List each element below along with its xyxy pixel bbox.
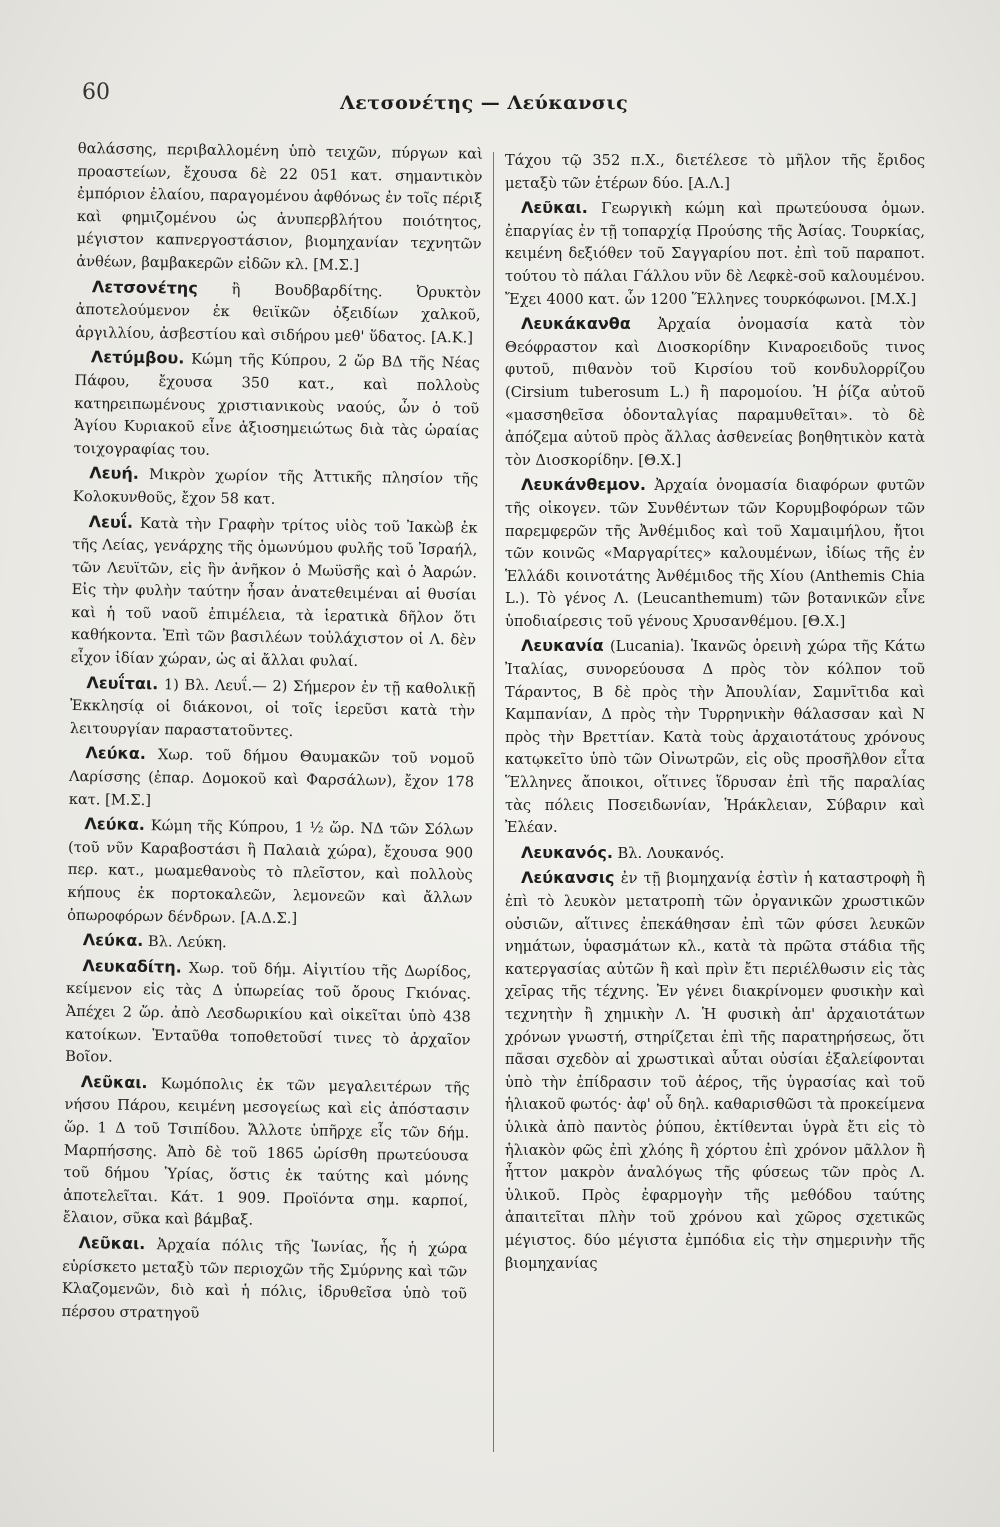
entry-text: (Lucania). Ἱκανῶς ὀρεινὴ χώρα τῆς Κάτω Ἰταλίας, συνορεύουσα Δ πρὸς τὸν κόλπον τοῦ Τάραντος, Β δὲ πρὸς τὴν Ἀπουλίαν, Σαμνῖτιδα καὶ Καμπανίαν, Δ πρὸς τὴν Τυρρηνικὴν θάλασσαν καὶ Ν πρὸς τὴν Βρεττίαν. Κατὰ τοὺς ἀρχαιοτάτους χρόνους κατῳκεῖτο ὑπὸ τῶν Οἰνωτρῶν, εἰς οὓς προσῆλθον εἶτα Ἕλληνες ἄποικοι, οἵτινες ἵδρυσαν ἐπὶ τῆς παραλίας τὰς πόλεις Ποσειδωνίαν, Ἡράκλειαν, Σύβαριν καὶ Ἐλέαν. [505,638,926,837]
entry-headword: Λευΐται. [86,672,159,693]
dictionary-entry [67,929,472,958]
entry-headword: Λεύκα. [82,930,144,951]
dictionary-entry [505,474,925,633]
entry-headword: Λεῦκαι. [521,198,588,218]
entry-text: Κωμόπολις ἐκ τῶν μεγαλειτέρων τῆς νήσου Πάρου, κειμένη μεσογείως καὶ εἰς ἀπόστασιν ὥρ. 1 Δ τοῦ Τσιπίδου. Ἄλλοτε ὑπῆρχε εἷς τῶν δήμ. Μαρπήσσης. Ἀπὸ δὲ τοῦ 1865 ὡρίσθη πρωτεύουσα τοῦ δήμου Ὑρίας, ὅστις ἐκ ταύτης καὶ μόνης ἀποτελεῖται. Κάτ. 1 909. Προϊόντα σημ. καρποί, ἔλαιον, σῦκα καὶ βάμβαξ. [62,1074,470,1229]
entry-headword: Λευκάκανθα [521,314,631,334]
entry-headword: Λευκάνθεμον. [521,475,646,495]
entry-text: Ἀρχαία ὀνομασία κατὰ τὸν Θεόφραστον καὶ Διοσκορίδην Κιναροειδοῦς τινος φυτοῦ, πιθανὸν τοῦ Κιρσίου τοῦ κονδυλορρίζου (Cirsium tuberosum L.) ἢ παρομοίου. Ἡ ῥίζα αὐτοῦ «μασσηθεῖσα ὀδονταλγίας παραμυθεῖται». τὸ δὲ ἀπόζεμα αὐτοῦ πρὸς ἄλλας ἀσθενείας βοηθητικὸν κατὰ τὸν Διοσκορίδην. [Θ.Χ.] [505,316,925,469]
dictionary-entry [505,635,925,839]
column-divider [493,152,494,1452]
right-column [505,150,925,1277]
entry-text: Μικρὸν χωρίον τῆς Ἀττικῆς πλησίον τῆς Κολοκυνθοῦς, ἔχον 58 κατ. [72,466,479,508]
running-head: Λετσονέτης — Λεύκανσις [340,92,629,114]
dictionary-entry [505,197,925,311]
entry-text: ἢ Βουδβαρδίτης. Ὀρυκτὸν ἀποτελούμενον ἐκ θειϊκῶν ὀξειδίων χαλκοῦ, ἀργιλλίου, ἀσβεστίου καὶ σιδήρου μεθ' ὕδατος. [Α.Κ.] [75,280,482,347]
dictionary-entry [505,313,925,472]
dictionary-entry [69,742,475,816]
entry-headword: Λευκανία [521,636,604,656]
entry-text: Ἀρχαία πόλις τῆς Ἰωνίας, ἧς ἡ χώρα εὑρίσκετο μεταξὺ τῶν περιοχῶν τῆς Σμύρνης καὶ τῶν Κλαζομενῶν, διὸ καὶ ἡ πόλις, ἱδρυθεῖσα ὑπὸ τοῦ πέρσου στρατηγοῦ [61,1236,468,1322]
entry-text: Βλ. Λουκανός. [617,844,725,862]
entry-text: Κώμη τῆς Κύπρου, 1 ½ ὥρ. ΝΔ τῶν Σόλων (τοῦ νῦν Καραβοστάσι ἢ Παλαιὰ χώρα), ἔχουσα 900 περ. κατ., μωαμεθανοὺς τὸ πλεῖστον, καὶ πολλοὺς κήπους ἐκ πορτοκαλεῶν, λεμονεῶν καὶ ἄλλων ὀπωροφόρων δένδρων. [Α.Δ.Σ.] [67,817,474,927]
dictionary-entry [61,1232,467,1329]
dictionary-entry [75,276,481,350]
dictionary-entry [505,150,925,195]
entry-headword: Λευΐ. [88,511,134,532]
entry-text: Βλ. Λεύκη. [147,933,227,952]
dictionary-entry [63,1071,470,1236]
entry-text: Ἀρχαία ὀνομασία διαφόρων φυτῶν τῆς οἰκογεν. τῶν Συνθέντων τῶν Κορυμβοφόρων τῶν παρεμφερῶν τῆς Ἀνθέμιδος καὶ τοῦ Χαμαιμήλου, ἤτοι τῶν κοινῶς «Μαργαρίτες» καλουμένων, ἰδίως τῆς ἐν Ἑλλάδι κοινοτάτης Ἀνθέμιδος τῆς Χίου (Anthemis Chia L.). Τὸ γένος Λ. (Leucanthemum) τῶν βοτανικῶν εἶνε ὑποδιαίρεσις τοῦ γένους Χρυσανθέμου. [Θ.Χ.] [505,477,925,630]
entry-headword: Λεύκα. [85,743,147,764]
entry-text: Τάχου τῷ 352 π.Χ., διετέλεσε τὸ μῆλον τῆς ἔριδος μεταξὺ τῶν ἑτέρων δύο. [Α.Λ.] [505,152,925,192]
entry-text: 1) Βλ. Λευΐ.— 2) Σήμερον ἐν τῇ καθολικῇ Ἐκκλησίᾳ οἱ διάκονοι, οἱ τοῖς ἱερεῦσι κατὰ τὴν λειτουργίαν παραστατοῦντες. [69,675,476,740]
dictionary-entry [505,867,925,1275]
dictionary-entry [71,510,478,675]
entry-headword: Λεύκανσις [521,868,615,888]
entry-text: θαλάσσης, περιβαλλομένη ὑπὸ τειχῶν, πύργων καὶ προαστείων, ἔχουσα δὲ 22 051 κατ. σημαντικὸν ἐμπόριον ἐλαίου, παραγομένου ἀφθόνως ἐν τοῖς πέριξ καὶ φημιζομένου ὡς ἀνυπερβλήτου ποιότητος, μέγιστον καπνεργοστάσιον, βιομηχανίαν τεχνητῶν ἀνθέων, βαμβακερῶν εἰδῶν κλ. [Μ.Σ.] [76,139,483,274]
entry-text: Κώμη τῆς Κύπρου, 2 ὥρ ΒΔ τῆς Νέας Πάφου, ἔχουσα 350 κατ., καὶ πολλοὺς κατηρειπωμένους χριστιανικοὺς ναούς, ὧν ὁ τοῦ Ἁγίου Κυριακοῦ εἶνε ἀξιοσημειώτως διὰ τὰς ὡραίας τοιχογραφίας του. [73,350,481,459]
dictionary-entry [73,346,480,466]
entry-headword: Λεῦκαι. [78,1233,146,1253]
entry-headword: Λεύκα. [84,814,146,835]
entry-text: Χωρ. τοῦ δήμ. Αἰγιτίου τῆς Δωρίδος, κείμενον εἰς τὰς Δ ὑπωρείας τοῦ ὄρους Γκιόνας. Ἀπέχει 2 ὥρ. ἀπὸ Λεσδωρικίου καὶ οἰκεῖται ὑπὸ 438 κατοίκων. Ἐνταῦθα τοποθετοῦσί τινες τὸ ἀρχαῖον Βοῖον. [65,959,472,1066]
entry-headword: Λευή. [89,463,140,484]
dictionary-entry [70,672,476,746]
left-column [61,138,483,1331]
entry-headword: Λετύμβου. [90,347,185,368]
entry-headword: Λευκανός. [521,842,613,862]
page-number: 60 [82,80,110,105]
entry-headword: Λευκαδίτη. [82,955,182,977]
dictionary-entry [505,842,925,866]
dictionary-entry [67,813,474,933]
dictionary-entry [73,462,479,514]
entry-text: ἐν τῇ βιομηχανίᾳ ἐστὶν ἡ καταστροφὴ ἢ ἐπὶ τὸ λευκὸν μετατροπὴ τῶν ὀργανικῶν χρωστικῶν οὐσιῶν, αἵτινες ἐπεκάθησαν ἐπὶ τῶν φύσει λευκῶν νημάτων, ὑφασμάτων κλ., κατὰ τὰ πρῶτα στάδια τῆς κατεργασίας αὐτῶν ἢ καὶ πρὶν ἔτι περιέλθωσιν εἰς τὰς χεῖρας τῆς τέχνης. Ἐν γένει διακρίνομεν φυσικὴν καὶ τεχνητὴν ἢ χημικὴν Λ. Ἡ φυσικὴ ἀπ' ἀρχαιοτάτων χρόνων γνωστή, στηρίζεται ἐπὶ τῆς παρατηρήσεως, ὅτι πᾶσαι σχεδὸν αἱ χρωστικαὶ αὗται οὐσίαι ἐξαλείφονται ὑπὸ τὴν ἐπίδρασιν τοῦ ἀέρος, τῆς ὑγρασίας καὶ τοῦ ἡλιακοῦ φωτός· ἀφ' οὗ δηλ. καθαρισθῶσι τὰ προκείμενα ὑλικὰ ἀπὸ παντὸς ῥύπου, ἐκτίθενται ὑγρὰ ἔτι εἰς τὸ ἡλιακὸν φῶς ἐπὶ χλόης ἢ χόρτου ἐπὶ χρόνον μᾶλλον ἢ ἧττον μακρὸν ἀναλόγως τῆς φύσεως τῶν πρὸς Λ. ὑλικοῦ. Πρὸς ἐφαρμογὴν τῆς μεθόδου ταύτης ἀπαιτεῖται πλὴν τοῦ χρόνου καὶ χῶρος σχετικῶς μέγιστος. δύο μέγιστα ἐμπόδια εἰς τὴν σημερινὴν τῆς βιομηχανίας [505,870,925,1272]
entry-text: Κατὰ τὴν Γραφὴν τρίτος υἱὸς τοῦ Ἰακὼβ ἐκ τῆς Λείας, γενάρχης τῆς ὁμωνύμου φυλῆς τοῦ Ἰσραήλ, τῶν Λευϊτῶν, εἰς ἣν ἀνῆκον ὁ Μωϋσῆς καὶ ὁ Ἀαρών. Εἰς τὴν φυλὴν ταύτην ἦσαν ἀνατεθειμέναι αἱ θυσίαι καὶ ἡ τοῦ ναοῦ ἐπιμέλεια, τὰ ἱερατικὰ δῆλον ὅτι καθήκοντα. Ἐπὶ τῶν βασιλέων τοὐλάχιστον οἱ Λ. δὲν εἶχον ἰδίαν χώραν, ὡς αἱ ἄλλαι φυλαί. [70,514,478,671]
entry-headword: Λεῦκαι. [80,1071,148,1092]
entry-headword: Λετσονέτης [91,276,198,298]
dictionary-entry [76,138,483,279]
entry-text: Χωρ. τοῦ δήμου Θαυμακῶν τοῦ νομοῦ Λαρίσσης (ἐπαρ. Δομοκοῦ καὶ Φαρσάλων), ἔχον 178 κατ. [Μ.Σ.] [68,746,475,809]
entry-text: Γεωργικὴ κώμη καὶ πρωτεύουσα ὁμων. ἐπαργίας ἐν τῇ τοπαρχίᾳ Προύσης τῆς Ἀσίας. Τουρκίας, κειμένη δεξιόθεν τοῦ Σαγγαρίου ποτ. ἐπὶ τοῦ παραποτ. τούτου τὸ πάλαι Γάλλου νῦν δὲ Λεφκὲ-σοῦ καλουμένου. Ἔχει 4000 κατ. ὧν 1200 Ἕλληνες τουρκόφωνοι. [Μ.Χ.] [505,200,925,308]
dictionary-entry [65,955,472,1075]
